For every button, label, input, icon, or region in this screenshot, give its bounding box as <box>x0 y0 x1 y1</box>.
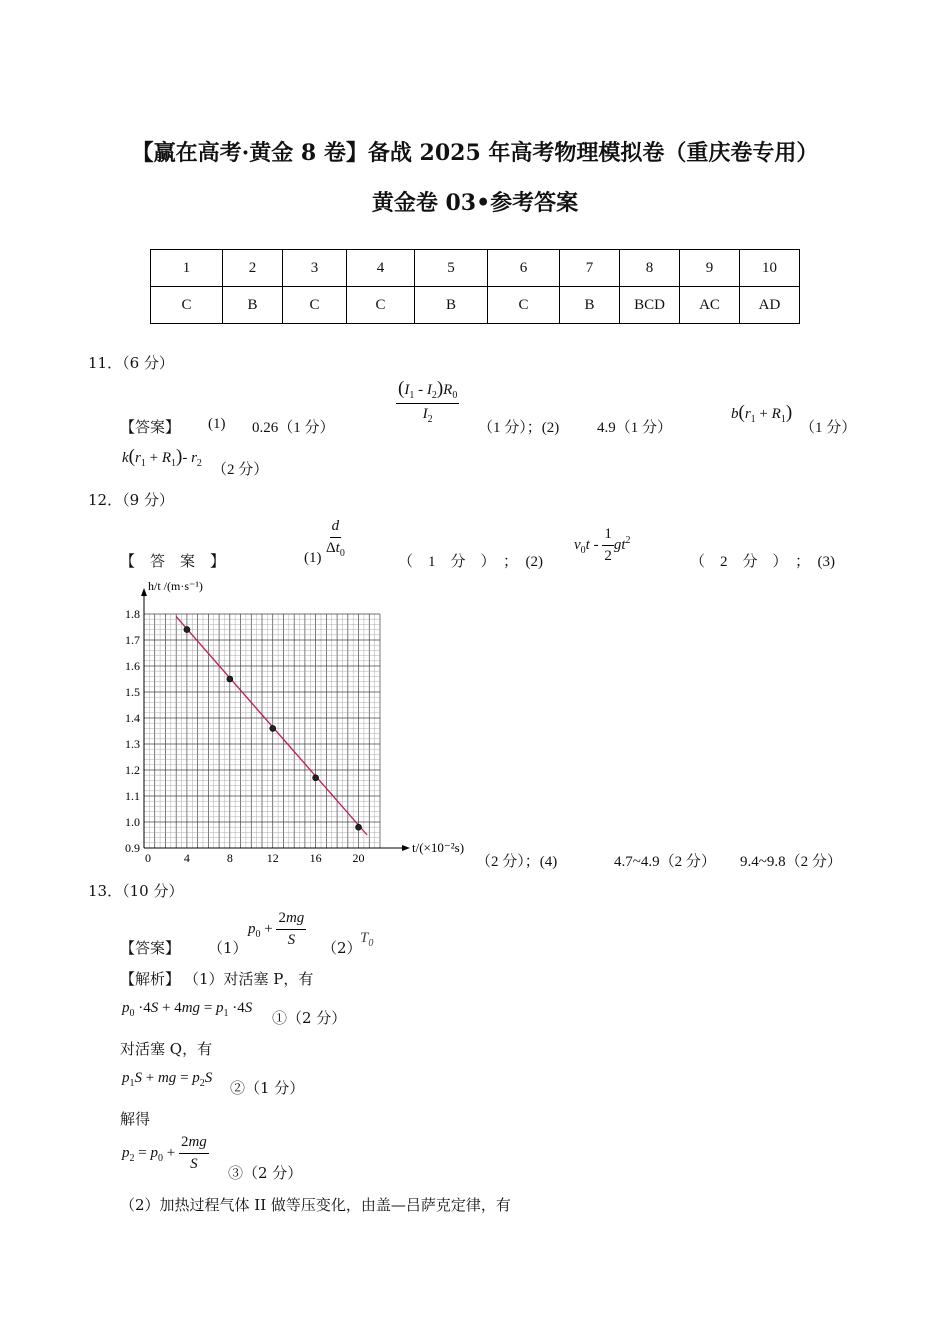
y-tick-label: 1.6 <box>125 659 140 673</box>
analysis-text: 对活塞 Q，有 <box>120 1040 213 1058</box>
score-mark: （ 2 分 ） ； (3) <box>690 554 835 570</box>
page-subtitle: 黄金卷 03•参考答案 <box>371 190 579 216</box>
answer-label: 【答案】 <box>120 418 181 436</box>
formula-pressure-answer: $p_0$ + $\frac{2mg}{S}$ <box>248 910 305 948</box>
part-label: （2） <box>322 939 362 957</box>
chart-container <box>112 574 472 868</box>
formula-b-expression: $b(r_1 + R_1)$ <box>731 402 793 425</box>
data-point <box>270 725 276 731</box>
table-cell: C <box>151 287 223 324</box>
data-point <box>227 676 233 682</box>
score-mark: （1 分） <box>800 420 857 436</box>
answer-label: 【答案】 <box>120 939 181 957</box>
y-tick-label: 1.3 <box>125 737 140 751</box>
table-cell: AC <box>680 287 740 324</box>
y-tick-label: 1.7 <box>125 633 140 647</box>
y-tick-label: 1.5 <box>125 685 140 699</box>
table-cell: 4 <box>347 250 415 287</box>
table-cell: B <box>223 287 283 324</box>
score-mark: （1 分）；(2) <box>478 420 560 436</box>
answer-label: 【 答 案 】 <box>120 552 226 570</box>
table-cell: C <box>488 287 560 324</box>
x-tick-label: 8 <box>226 851 233 864</box>
table-cell: 5 <box>415 250 488 287</box>
y-tick-label: 0.9 <box>125 841 140 855</box>
part-label: (1) <box>208 416 226 432</box>
x-tick-label: 0 <box>145 851 151 864</box>
table-cell: C <box>347 287 415 324</box>
table-row <box>151 287 800 324</box>
y-tick-label: 1.2 <box>125 763 140 777</box>
answer-table <box>150 249 800 324</box>
x-tick-label: 4 <box>183 851 190 864</box>
table-cell: C <box>283 287 347 324</box>
x-tick-label: 16 <box>309 851 322 864</box>
line-chart <box>112 574 472 864</box>
table-cell: 7 <box>560 250 620 287</box>
y-tick-label: 1.1 <box>125 789 140 803</box>
data-point <box>313 775 319 781</box>
x-axis-arrow <box>402 845 410 851</box>
equation-2: $p_1S$ + mg = $p_2S$ <box>122 1070 213 1089</box>
equation-mark: ②（1 分） <box>230 1079 305 1097</box>
table-cell: 8 <box>620 250 680 287</box>
table-cell: 1 <box>151 250 223 287</box>
part-label: (1) <box>304 550 322 566</box>
formula-displacement: $v_0t$ - $\frac{1}{2}$ $gt^2$ <box>574 526 631 564</box>
y-tick-label: 1.0 <box>125 815 140 829</box>
analysis-label: 【解析】 <box>120 970 181 988</box>
table-cell: B <box>415 287 488 324</box>
score-mark: （2 分）；(4) <box>476 854 558 870</box>
y-axis-label: h/t /(m·s⁻¹) <box>148 579 203 593</box>
x-tick-label: 20 <box>352 851 365 864</box>
y-axis-arrow <box>141 588 147 596</box>
table-cell: 10 <box>740 250 800 287</box>
answer-value: 9.4~9.8（2 分） <box>740 854 842 870</box>
formula-resistance: $\frac{(I_1 - I_2)R_0}{I_2}$ <box>398 378 458 425</box>
x-tick-label: 12 <box>266 851 279 864</box>
score-mark: （ 1 分 ） ； (2) <box>398 554 543 570</box>
answer-value: 0.26（1 分） <box>252 420 335 436</box>
data-point <box>184 627 190 633</box>
equation-1: $p_0 \cdot 4S + 4mg = p_1 \cdot 4S$ <box>122 1000 253 1019</box>
table-row <box>151 250 800 287</box>
table-cell: 3 <box>283 250 347 287</box>
table-cell: 9 <box>680 250 740 287</box>
formula-k-expression: $k(r_1 + R_1)-$ $r_2$ <box>122 446 202 469</box>
formula-temperature: $T_0$ <box>360 930 374 949</box>
q13-heading: 13．（10 分） <box>88 882 184 900</box>
formula-velocity: $\frac{d}{\Delta t_0}$ <box>326 518 345 559</box>
page-title: 【赢在高考·黄金 8 卷】备战 2025 年高考物理模拟卷（重庆卷专用） <box>131 140 819 166</box>
table-cell: B <box>560 287 620 324</box>
x-axis-label: t/(×10⁻²s) <box>412 840 465 855</box>
y-tick-label: 1.4 <box>125 711 140 725</box>
part-label: （1） <box>208 939 248 957</box>
table-cell: 6 <box>488 250 560 287</box>
q12-heading: 12．（9 分） <box>88 491 174 509</box>
analysis-text: （2）加热过程气体 II 做等压变化，由盖—吕萨克定律，有 <box>120 1196 511 1214</box>
equation-mark: ①（2 分） <box>272 1009 347 1027</box>
analysis-text: 解得 <box>120 1110 151 1128</box>
data-point <box>356 824 362 830</box>
table-cell: AD <box>740 287 800 324</box>
answer-value: 4.9（1 分） <box>597 420 673 436</box>
equation-3: $p_2 = p_0$ + $\frac{2mg}{S}$ <box>122 1134 207 1172</box>
y-tick-label: 1.8 <box>125 607 140 621</box>
equation-mark: ③（2 分） <box>228 1164 303 1182</box>
score-mark: （2 分） <box>212 462 269 478</box>
analysis-text: （1）对活塞 P，有 <box>184 970 314 988</box>
table-cell: 2 <box>223 250 283 287</box>
table-cell: BCD <box>620 287 680 324</box>
q11-heading: 11．（6 分） <box>88 354 174 372</box>
answer-value: 4.7~4.9（2 分） <box>614 854 716 870</box>
